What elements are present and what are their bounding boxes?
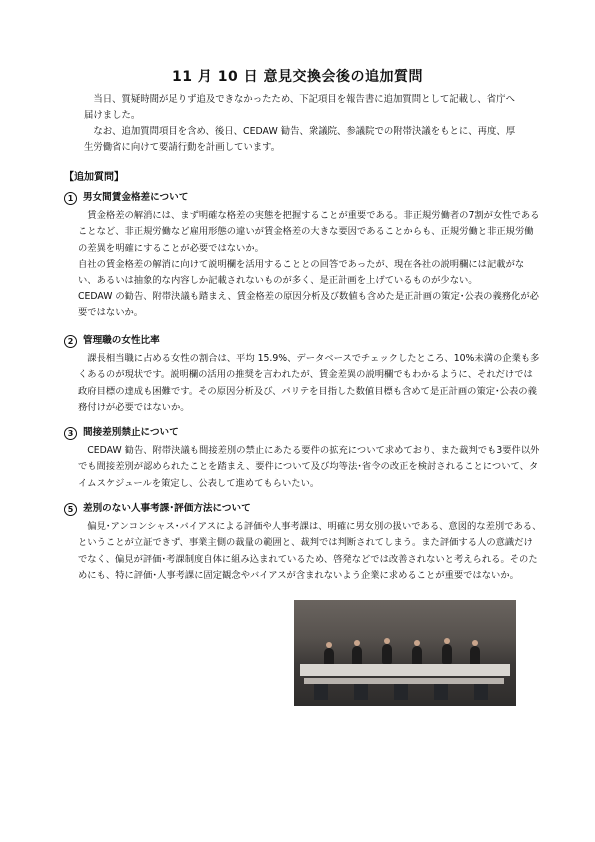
question-2 xyxy=(64,333,542,416)
chair xyxy=(354,684,368,700)
question-title xyxy=(64,425,542,441)
person-figure xyxy=(412,646,422,666)
intro xyxy=(84,92,524,156)
person-figure xyxy=(442,644,452,664)
question-title xyxy=(64,501,542,517)
question-paragraph: 偏見･アンコンシャス･バイアスによる評価や人事考課は、明確に男女別の扱いである、意図的な差別である、ということが立証できず、事業主側の裁量の範囲と、裁判では判断されてしまう。また評価する人の意識だけでなく、偏見が評価･考課制度自体に組み込まれているため、啓発などでは改善されないと考えられる。そのためにも、特に評価･人事考課に固定観念やバイアスが含まれないよう企業に求めることが重要ではないか。 xyxy=(78,521,542,581)
question-body xyxy=(64,351,542,416)
person-figure xyxy=(382,644,392,664)
person-head xyxy=(414,640,420,646)
circled-number: 1 xyxy=(64,192,77,205)
question-paragraph: CEDAW 勧告、附帯決議も間接差別の禁止にあたる要件の拡充について求めており、また裁判でも3要件以外でも間接差別が認められたことを踏まえ、要件について及び均等法･省令の改正を検討されることについて、タイムスケジュールを策定し、公表して進めてもらいたい。 xyxy=(78,445,540,489)
page-title: 11 月 10 日 意見交換会後の追加質問 xyxy=(172,69,423,85)
person-head xyxy=(326,642,332,648)
question-body xyxy=(64,519,542,584)
intro-paragraph-2: なお、追加質問項目を含め、後日、CEDAW 勧告、衆議院、参議院での附帯決議をもとに、再度、厚生労働省に向けて要請行動を計画しています。 xyxy=(84,126,516,153)
chair xyxy=(474,684,488,700)
question-3 xyxy=(64,425,542,492)
chair xyxy=(394,684,408,700)
meeting-photo xyxy=(294,600,516,706)
circled-number: 2 xyxy=(64,335,77,348)
circled-number: 5 xyxy=(64,503,77,516)
question-paragraph: 賃金格差の解消には、まず明確な格差の実態を把握することが重要である。非正規労働者の7割が女性であることなど、非正規労働など雇用形態の違いが賃金格差の大きな要因であることからも、正規労働と非正規労働の差異を明確にすることが必要ではないか。 xyxy=(78,210,540,254)
question-title-text: 間接差別禁止について xyxy=(83,427,179,438)
question-title xyxy=(64,333,542,349)
question-paragraph: CEDAW の勧告、附帯決議も踏まえ、賃金格差の原因分析及び数値も含めた是正計画の策定･公表の義務化が必要ではないか。 xyxy=(78,291,539,319)
chair xyxy=(434,684,448,700)
person-head xyxy=(354,640,360,646)
question-title-text: 男女間賃金格差について xyxy=(83,192,189,203)
question-5 xyxy=(64,501,542,584)
person-head xyxy=(384,638,390,644)
intro-paragraph-1: 当日、質疑時間が足りず追及できなかったため、下記項目を報告書に追加質問として記載し、省庁へ届けました。 xyxy=(84,94,515,121)
person-figure xyxy=(470,646,480,666)
section-heading: 【追加質問】 xyxy=(64,172,124,183)
question-title xyxy=(64,190,542,206)
question-title-text: 管理職の女性比率 xyxy=(83,335,160,346)
person-figure xyxy=(352,646,362,666)
question-title-text: 差別のない人事考課･評価方法について xyxy=(83,503,251,514)
person-head xyxy=(472,640,478,646)
question-1 xyxy=(64,190,542,322)
question-paragraph: 自社の賃金格差の解消に向けて説明欄を活用することとの回答であったが、現在各社の説明欄には記載がない、あるいは抽象的な内容しか記載されないものが多く、是正計画を上げているものが少ない。 xyxy=(78,258,525,287)
circled-number: 3 xyxy=(64,427,77,440)
question-body xyxy=(64,208,542,321)
question-body xyxy=(64,443,542,492)
meeting-table xyxy=(300,664,510,676)
question-paragraph: 課長相当職に占める女性の割合は、平均 15.9%、データベースでチェックしたところ、10%未満の企業も多くあるのが現状です。説明欄の活用の推奨を言われたが、賃金差異の説明欄でもわかるように、それだけでは政府目標の達成も困難です。その原因分析及び、パリテを目指した数値目標も含めて是正計画の策定･公表の義務付けが必要ではないか。 xyxy=(78,353,540,413)
chair xyxy=(314,684,328,700)
person-head xyxy=(444,638,450,644)
